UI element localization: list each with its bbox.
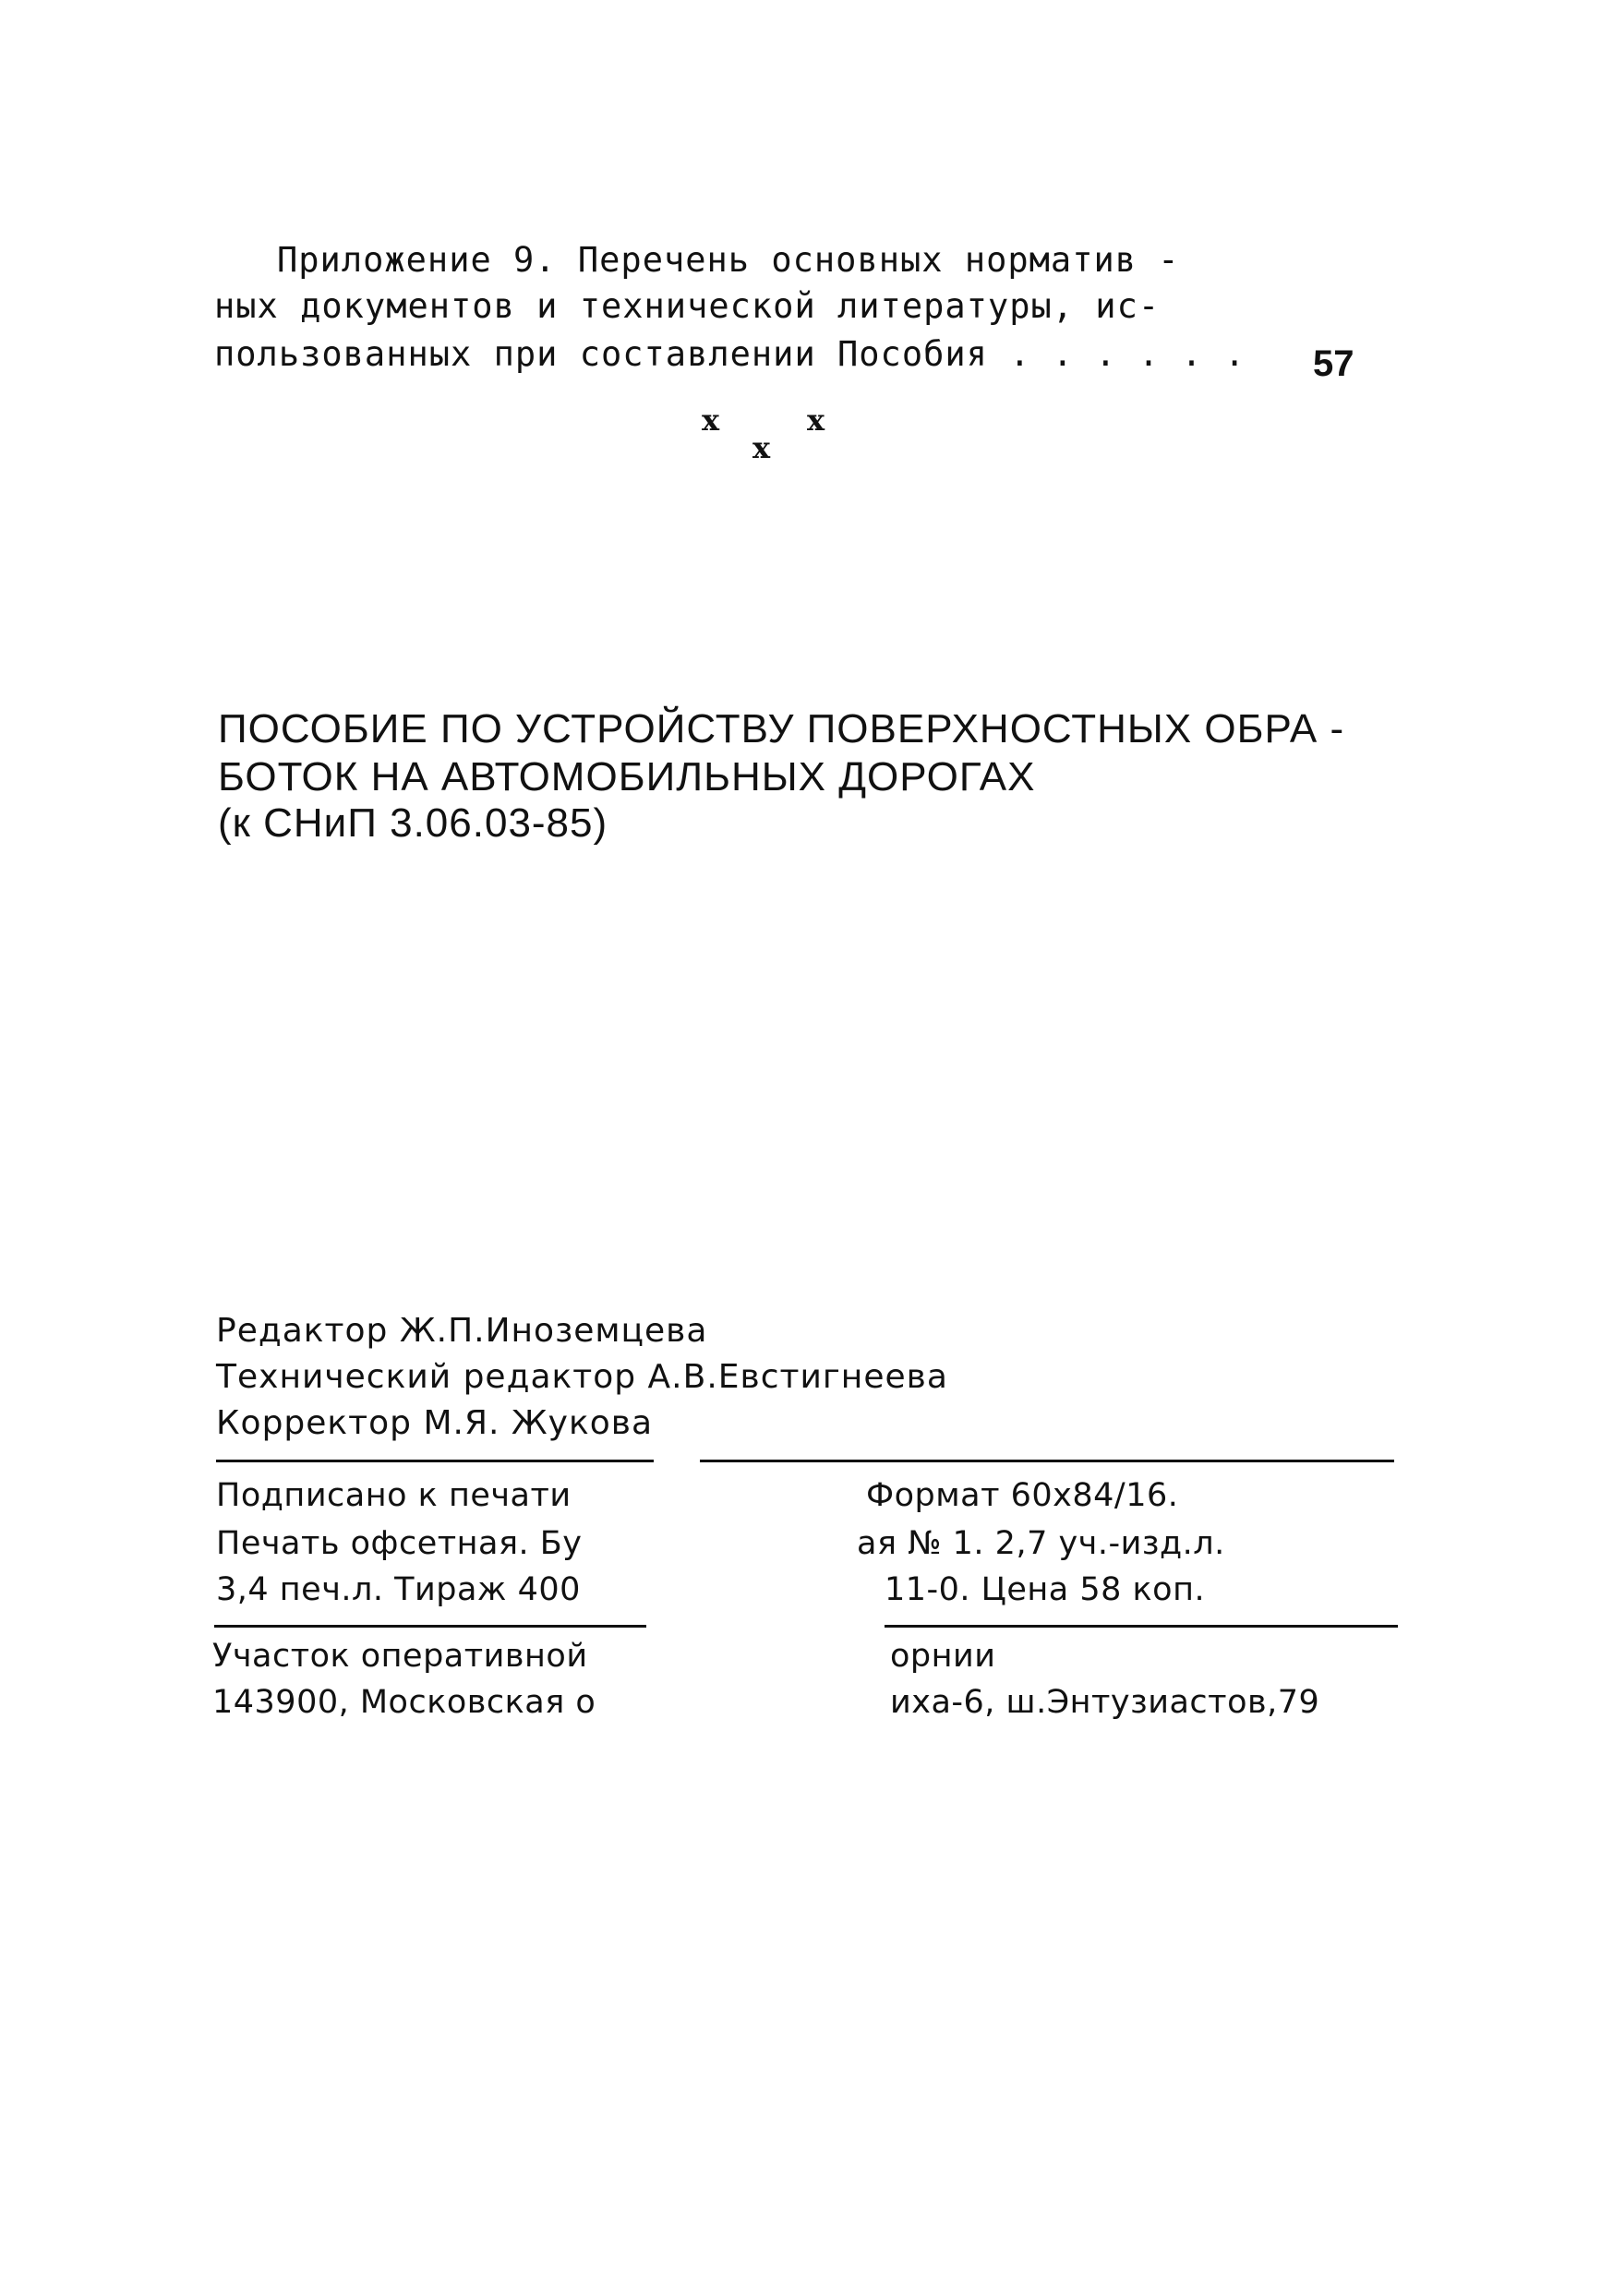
- title-line-1: ПОСОБИЕ ПО УСТРОЙСТВУ ПОВЕРХНОСТНЫХ ОБРА -: [218, 706, 1345, 751]
- printer-right-line-1: орнии: [890, 1638, 996, 1675]
- colophon-rule-left-top: [216, 1460, 654, 1462]
- colophon-left-line-2: Печать офсетная. Бу: [216, 1525, 583, 1562]
- toc-page-number: 57: [1313, 343, 1354, 384]
- colophon-right-line-2: ая № 1. 2,7 уч.-изд.л.: [857, 1525, 1225, 1562]
- editor-credit: Редактор Ж.П.Иноземцева: [216, 1312, 708, 1350]
- colophon-right-line-1: Формат 60х84/16.: [866, 1477, 1179, 1514]
- printer-left-line-1: Участок оперативной: [212, 1638, 588, 1675]
- colophon-left-line-1: Подписано к печати: [216, 1477, 572, 1514]
- separator-mark-left: х: [702, 403, 720, 438]
- title-line-2: БОТОК НА АВТОМОБИЛЬНЫХ ДОРОГАХ: [218, 754, 1036, 799]
- toc-line-1: Приложение 9. Перечень основных норматив -: [277, 240, 1180, 280]
- toc-line-3: пользованных при составлении Пособия . . . . . .: [214, 334, 1246, 374]
- printer-rule-left: [214, 1625, 646, 1628]
- separator-mark-right: х: [807, 403, 825, 438]
- printer-left-line-2: 143900, Московская о: [212, 1684, 596, 1721]
- colophon-right-line-3: 11-0. Цена 58 коп.: [885, 1571, 1206, 1608]
- tech-editor-credit: Технический редактор А.В.Евстигнеева: [216, 1358, 948, 1396]
- separator-mark-center: х: [752, 430, 771, 465]
- colophon-rule-right-top: [700, 1460, 1394, 1462]
- printer-rule-right: [885, 1625, 1398, 1628]
- printer-right-line-2: иха-6, ш.Энтузиастов,79: [890, 1684, 1320, 1721]
- proofreader-credit: Корректор М.Я. Жукова: [216, 1404, 654, 1442]
- colophon-left-line-3: 3,4 печ.л. Тираж 400: [216, 1571, 581, 1608]
- title-line-3: (к СНиП 3.06.03-85): [218, 800, 608, 846]
- toc-line-2: ных документов и технической литературы, ис-: [214, 286, 1161, 326]
